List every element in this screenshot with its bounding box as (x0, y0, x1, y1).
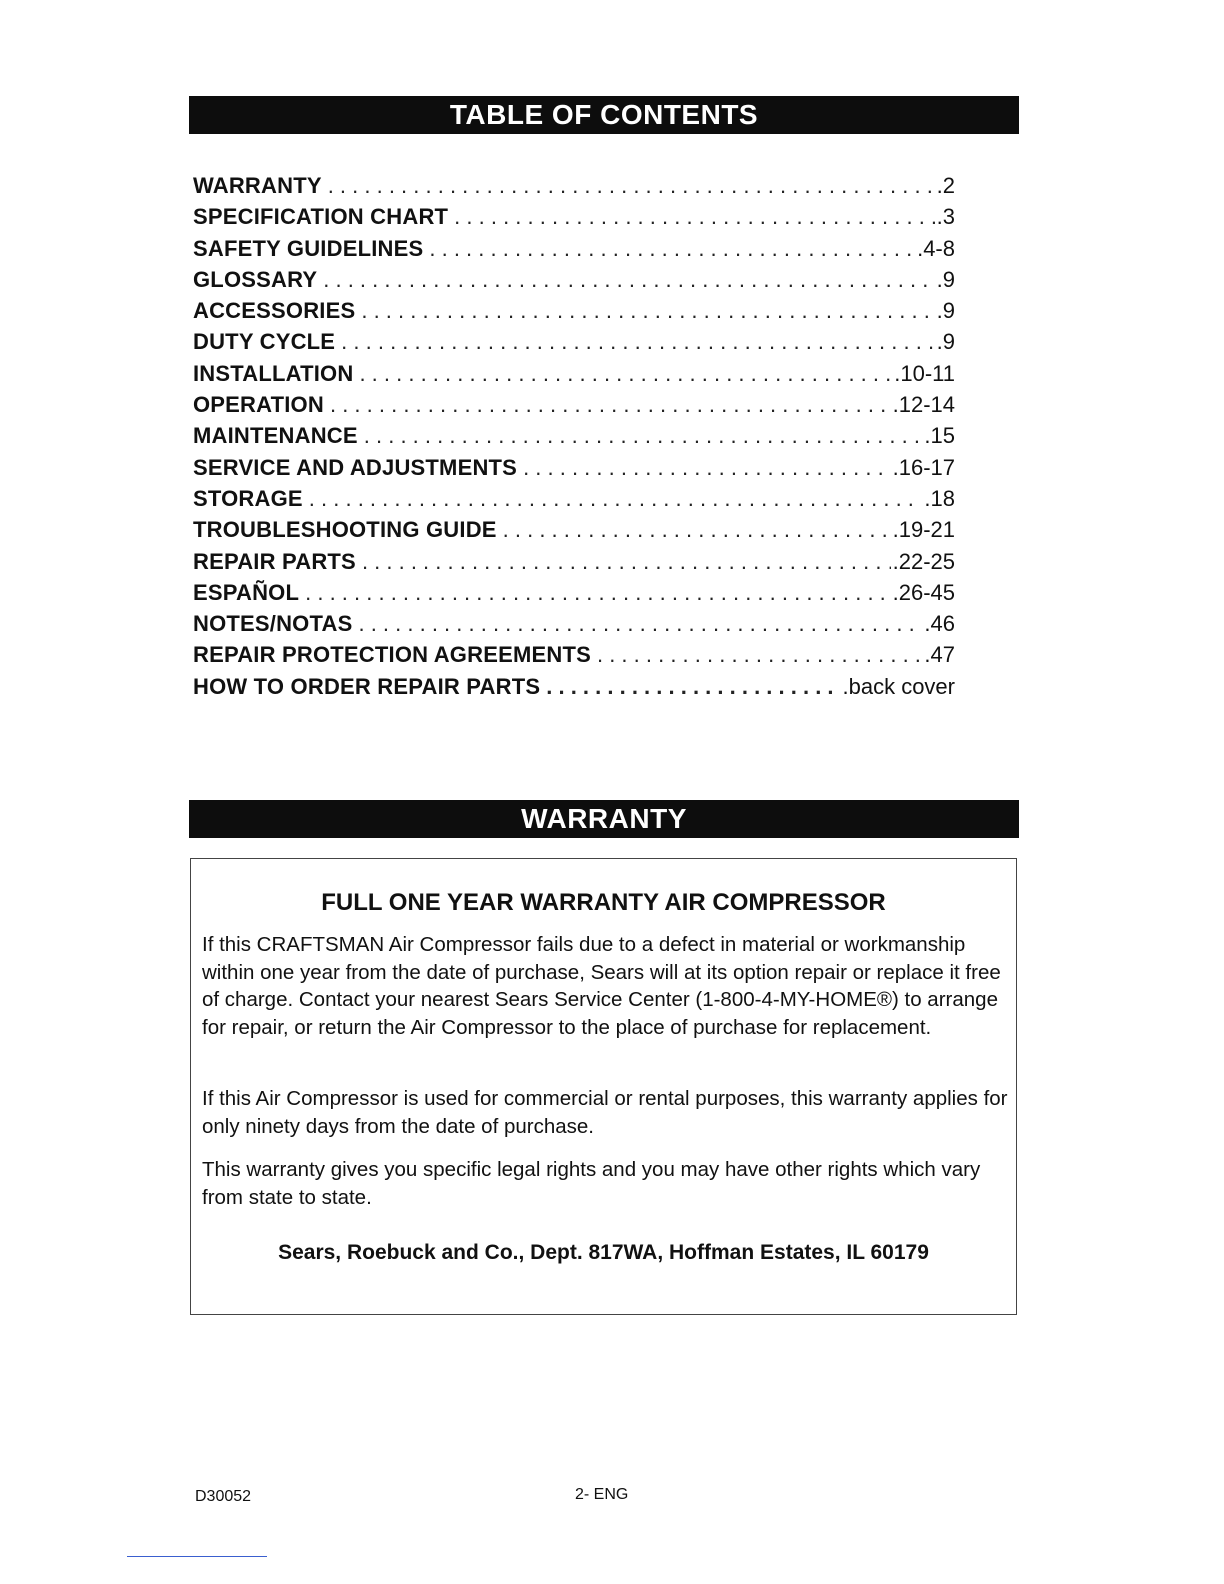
toc-entry-label: TROUBLESHOOTING GUIDE (193, 517, 497, 543)
toc-entry-page: .9 (936, 298, 955, 324)
warranty-title: WARRANTY (521, 803, 687, 834)
toc-leader-dots (323, 264, 934, 295)
toc-entry-label: STORAGE (193, 485, 303, 511)
toc-entry-page: .47 (924, 642, 955, 668)
toc-leader-dots (546, 671, 840, 702)
toc-entry (193, 514, 955, 545)
toc-entry (193, 389, 955, 420)
toc-entry-page: .46 (924, 611, 955, 637)
table-of-contents (193, 170, 955, 702)
toc-entry (193, 358, 955, 389)
toc-leader-dots (309, 483, 923, 514)
toc-leader-dots (454, 201, 934, 232)
toc-entry (193, 671, 955, 702)
toc-title-bar (189, 96, 1019, 134)
toc-title: TABLE OF CONTENTS (449, 99, 759, 130)
warranty-paragraph: This warranty gives you specific legal rights and you may have other rights which vary from state to state. (202, 1158, 981, 1209)
toc-entry-label: REPAIR PARTS (193, 548, 356, 574)
toc-entry-label: MAINTENANCE (193, 423, 358, 449)
toc-leader-dots (364, 420, 923, 451)
toc-entry-label: HOW TO ORDER REPAIR PARTS (193, 673, 541, 699)
toc-leader-dots (429, 233, 915, 264)
warranty-address: Sears, Roebuck and Co., Dept. 817WA, Hoffman Estates, IL 60179 (278, 1241, 929, 1264)
toc-entry-page: .3 (936, 204, 955, 230)
footer-page-label: 2- ENG (575, 1486, 629, 1503)
toc-leader-dots (330, 389, 891, 420)
toc-entry-label: SAFETY GUIDELINES (193, 235, 424, 261)
toc-leader-dots (361, 295, 934, 326)
toc-entry (193, 452, 955, 483)
toc-leader-dots (523, 452, 891, 483)
toc-entry-page: .19-21 (892, 517, 955, 543)
warranty-heading: FULL ONE YEAR WARRANTY AIR COMPRESSOR (321, 889, 886, 916)
toc-leader-dots (358, 608, 922, 639)
toc-entry-page: .2 (936, 173, 955, 198)
toc-leader-dots (362, 546, 891, 577)
toc-entry-page: .22-25 (892, 548, 955, 574)
toc-entry-page: .18 (924, 485, 955, 511)
toc-entry (193, 233, 955, 264)
toc-entry (193, 201, 955, 232)
toc-entry-label: SPECIFICATION CHART (193, 204, 449, 230)
toc-entry-label: DUTY CYCLE (193, 329, 336, 355)
toc-entry-page: .9 (936, 266, 955, 292)
toc-entry-label: NOTES/NOTAS (193, 611, 353, 637)
toc-entry-label: ACCESSORIES (193, 298, 356, 324)
toc-entry-page: .26-45 (892, 579, 955, 605)
toc-entry-page: .10-11 (894, 360, 955, 386)
toc-entry-page: .16-17 (892, 454, 955, 480)
footer-doc-code: D30052 (195, 1488, 252, 1505)
toc-entry (193, 608, 955, 639)
toc-entry-page: .9 (936, 329, 955, 355)
toc-entry-label: SERVICE AND ADJUSTMENTS (193, 454, 518, 480)
toc-leader-dots (328, 170, 935, 201)
toc-entry (193, 546, 955, 577)
warranty-paragraph: If this Air Compressor is used for commercial or rental purposes, this warranty applies for only ninety days from the date of purchase. (202, 1087, 1008, 1138)
link-underline[interactable] (127, 1556, 267, 1557)
toc-entry-page: .15 (924, 423, 955, 449)
toc-leader-dots (597, 639, 922, 670)
toc-entry-label: ESPAÑOL (193, 579, 300, 605)
warranty-box (190, 858, 1017, 1315)
toc-entry-page: .4-8 (917, 235, 955, 261)
toc-entry (193, 639, 955, 670)
toc-entry (193, 295, 955, 326)
toc-leader-dots (305, 577, 890, 608)
toc-entry-label: REPAIR PROTECTION AGREEMENTS (193, 642, 591, 668)
toc-entry-label: OPERATION (193, 392, 324, 418)
toc-entry-label: INSTALLATION (193, 360, 354, 386)
warranty-title-bar (189, 800, 1019, 838)
warranty-paragraph: If this CRAFTSMAN Air Compressor fails due to a defect in material or workmanship within one year from the date of purchase, Sears will at its option repair or replace it free of charge. Contact your nearest Sears Service Center (1-800-4-MY-HOME®) to arrange for repair, or return the Air Compressor to the place of purchase for replacement. (202, 933, 1001, 1039)
toc-entry (193, 264, 955, 295)
toc-leader-dots (359, 358, 892, 389)
toc-leader-dots (503, 514, 891, 545)
toc-entry-page: .12-14 (892, 392, 955, 418)
toc-entry (193, 577, 955, 608)
toc-entry-label: WARRANTY (193, 173, 322, 198)
toc-entry (193, 420, 955, 451)
toc-entry (193, 326, 955, 357)
toc-entry (193, 170, 955, 201)
toc-entry (193, 483, 955, 514)
toc-entry-label: GLOSSARY (193, 266, 318, 292)
toc-leader-dots (341, 326, 934, 357)
toc-entry-page: .back cover (842, 673, 955, 699)
